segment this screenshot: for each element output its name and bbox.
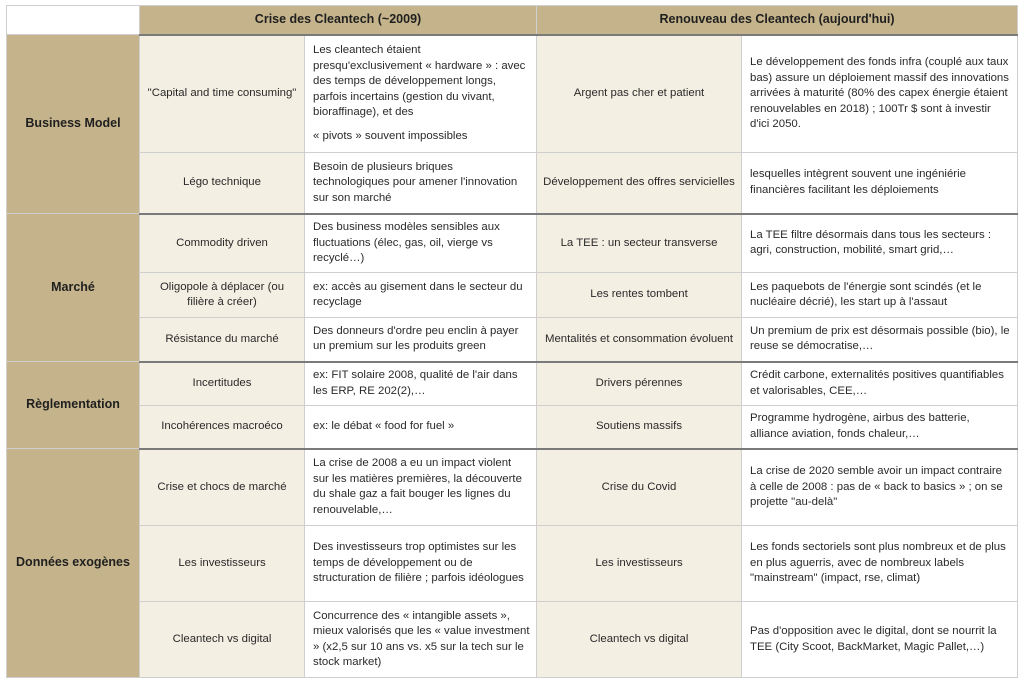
crise-label: Crise et chocs de marché xyxy=(140,449,305,526)
table-row xyxy=(7,35,1018,153)
header-corner xyxy=(7,6,140,35)
crise-label: Légo technique xyxy=(140,153,305,214)
renouveau-text: Les paquebots de l'énergie sont scindés (et le nucléaire décrié), les start up à l'assaut xyxy=(742,273,1018,318)
renouveau-text: Le développement des fonds infra (couplé aux taux bas) assure un déploiement massif des innovations arrivées à maturité (80% des capex énergie étaient renouvelables en 2018) ; 100Tr $ sont à investir d'ici 2050. xyxy=(742,35,1018,153)
crise-label: Cleantech vs digital xyxy=(140,602,305,678)
header-row xyxy=(7,6,1018,35)
cleantech-comparison-table xyxy=(6,5,1018,678)
crise-text xyxy=(305,35,537,153)
crise-label: Commodity driven xyxy=(140,214,305,273)
renouveau-text: lesquelles intègrent souvent une ingéniérie financières facilitant les déploiements xyxy=(742,153,1018,214)
crise-text: Besoin de plusieurs briques technologiques pour amener l'innovation sur son marché xyxy=(305,153,537,214)
crise-label: Incohérences macroéco xyxy=(140,406,305,449)
crise-label: "Capital and time consuming" xyxy=(140,35,305,153)
header-crise: Crise des Cleantech (~2009) xyxy=(140,6,537,35)
crise-text: ex: accès au gisement dans le secteur du recyclage xyxy=(305,273,537,318)
renouveau-label: Crise du Covid xyxy=(537,449,742,526)
crise-label: Résistance du marché xyxy=(140,318,305,362)
renouveau-text: La crise de 2020 semble avoir un impact contraire à celle de 2008 : pas de « back to basics » ; on se projette "au-delà" xyxy=(742,449,1018,526)
table-row xyxy=(7,602,1018,678)
crise-text: Concurrence des « intangible assets », mieux valorisés que les « value investment » (x2,5 sur 10 ans vs. x5 sur la tech sur le stock market) xyxy=(305,602,537,678)
renouveau-text: Crédit carbone, externalités positives quantifiables et valorisables, CEE,… xyxy=(742,362,1018,406)
table-row xyxy=(7,526,1018,602)
category-donnees-exogenes: Données exogènes xyxy=(7,449,140,678)
renouveau-text: Programme hydrogène, airbus des batterie, alliance aviation, fonds chaleur,… xyxy=(742,406,1018,449)
crise-label: Les investisseurs xyxy=(140,526,305,602)
crise-text-part-1: Les cleantech étaient presqu'exclusivement « hardware » : avec des temps de développement longs, parfois incertains (gestion du vivant, bioraffinage), et des xyxy=(313,44,526,119)
renouveau-label: Cleantech vs digital xyxy=(537,602,742,678)
renouveau-text: Les fonds sectoriels sont plus nombreux et de plus en plus aguerris, avec de nombreux labels "mainstream" (impact, rse, climat) xyxy=(742,526,1018,602)
renouveau-label: Développement des offres servicielles xyxy=(537,153,742,214)
renouveau-label: Mentalités et consommation évoluent xyxy=(537,318,742,362)
crise-label: Incertitudes xyxy=(140,362,305,406)
table-row xyxy=(7,406,1018,449)
crise-text: Des donneurs d'ordre peu enclin à payer un premium sur les produits green xyxy=(305,318,537,362)
renouveau-label: Argent pas cher et patient xyxy=(537,35,742,153)
renouveau-text: Pas d'opposition avec le digital, dont se nourrit la TEE (City Scoot, BackMarket, Magic Pallet,…) xyxy=(742,602,1018,678)
renouveau-label: Les investisseurs xyxy=(537,526,742,602)
table-row xyxy=(7,362,1018,406)
renouveau-label: Les rentes tombent xyxy=(537,273,742,318)
table-row xyxy=(7,318,1018,362)
comparison-table-wrapper xyxy=(6,5,1018,678)
category-marche: Marché xyxy=(7,214,140,362)
table-row xyxy=(7,449,1018,526)
renouveau-text: La TEE filtre désormais dans tous les secteurs : agri, construction, mobilité, smart grid,… xyxy=(742,214,1018,273)
table-row xyxy=(7,153,1018,214)
table-row xyxy=(7,214,1018,273)
category-business-model: Business Model xyxy=(7,35,140,214)
crise-label: Oligopole à déplacer (ou filière à créer) xyxy=(140,273,305,318)
header-renouveau: Renouveau des Cleantech (aujourd'hui) xyxy=(537,6,1018,35)
paragraph-gap xyxy=(313,121,530,129)
crise-text: Des business modèles sensibles aux fluctuations (élec, gas, oil, vierge vs recyclé…) xyxy=(305,214,537,273)
renouveau-label: La TEE : un secteur transverse xyxy=(537,214,742,273)
crise-text: Des investisseurs trop optimistes sur les temps de développement ou de structuration de filière ; parfois idéologues xyxy=(305,526,537,602)
renouveau-label: Soutiens massifs xyxy=(537,406,742,449)
crise-text-part-2: « pivots » souvent impossibles xyxy=(313,129,468,142)
category-reglementation: Règlementation xyxy=(7,362,140,449)
crise-text: ex: FIT solaire 2008, qualité de l'air dans les ERP, RE 202(2),… xyxy=(305,362,537,406)
table-row xyxy=(7,273,1018,318)
renouveau-label: Drivers pérennes xyxy=(537,362,742,406)
crise-text: La crise de 2008 a eu un impact violent sur les matières premières, la découverte du shale gaz a fait bouger les lignes du renouvelable,… xyxy=(305,449,537,526)
crise-text: ex: le débat « food for fuel » xyxy=(305,406,537,449)
renouveau-text: Un premium de prix est désormais possible (bio), le reuse se démocratise,… xyxy=(742,318,1018,362)
